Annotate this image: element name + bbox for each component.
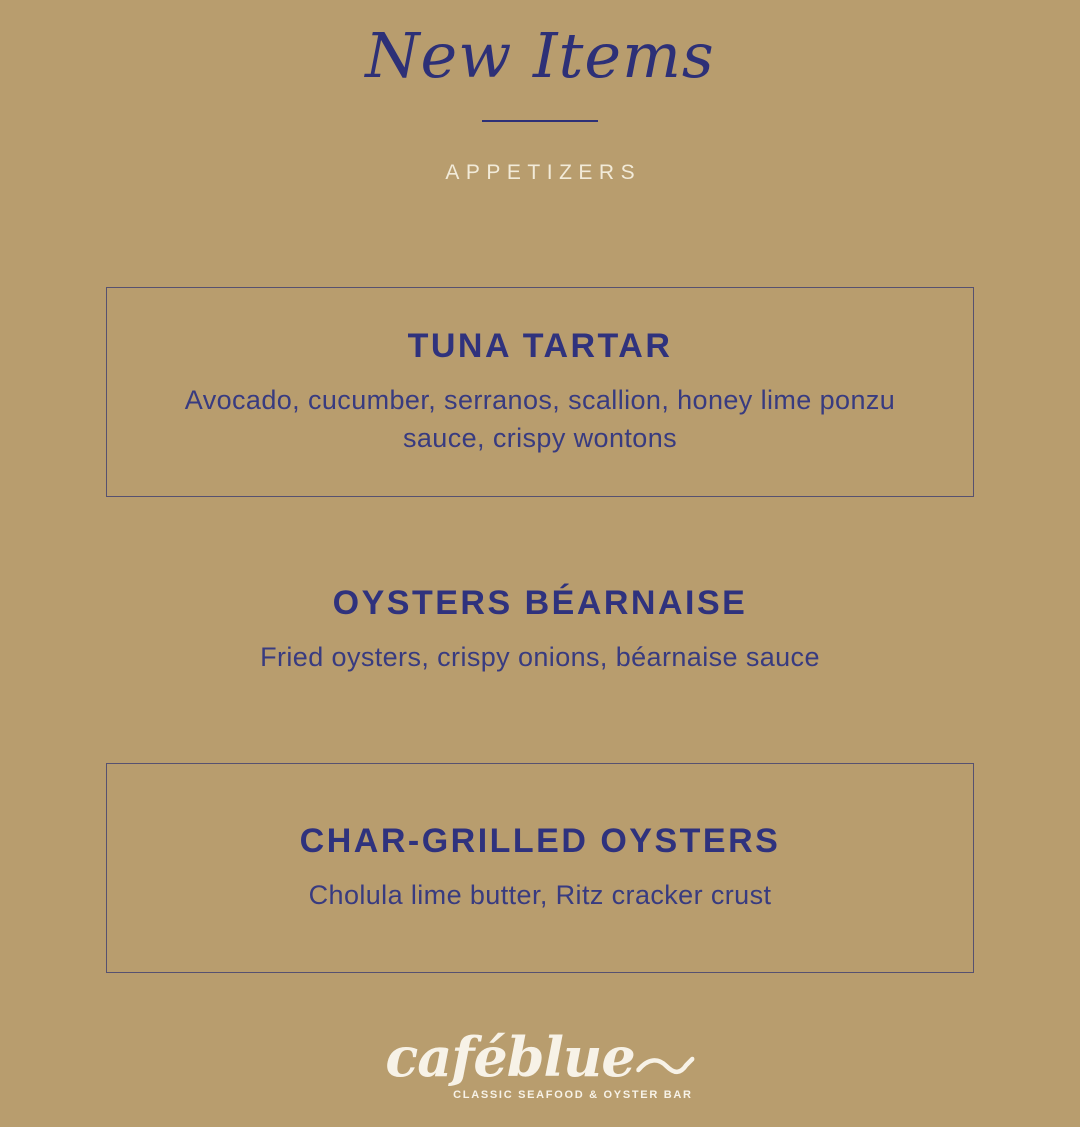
item-description: Cholula lime butter, Ritz cracker crust — [308, 880, 772, 911]
item-name: CHAR-GRILLED OYSTERS — [299, 822, 781, 861]
logo-wordmark: caféblue — [385, 1025, 635, 1089]
logo-squiggle-icon — [637, 1055, 695, 1077]
item-description: Avocado, cucumber, serranos, scallion, honey lime ponzu sauce, crispy wontons — [184, 385, 896, 454]
page-title: New Items — [365, 19, 715, 92]
section-label: APPETIZERS — [445, 161, 642, 184]
item-name: TUNA TARTAR — [407, 327, 673, 366]
logo-row — [385, 1025, 694, 1089]
menu-item-tuna-tartar — [106, 287, 974, 497]
menu-item-char-grilled-oysters — [106, 763, 974, 973]
menu-item-oysters-bearnaise — [106, 583, 974, 676]
title-divider — [482, 120, 598, 122]
item-description: Fried oysters, crispy onions, béarnaise sauce — [260, 641, 820, 672]
logo-tagline: CLASSIC SEAFOOD & OYSTER BAR — [453, 1089, 693, 1102]
logo — [385, 1025, 694, 1102]
item-name: OYSTERS BÉARNAISE — [332, 584, 748, 622]
